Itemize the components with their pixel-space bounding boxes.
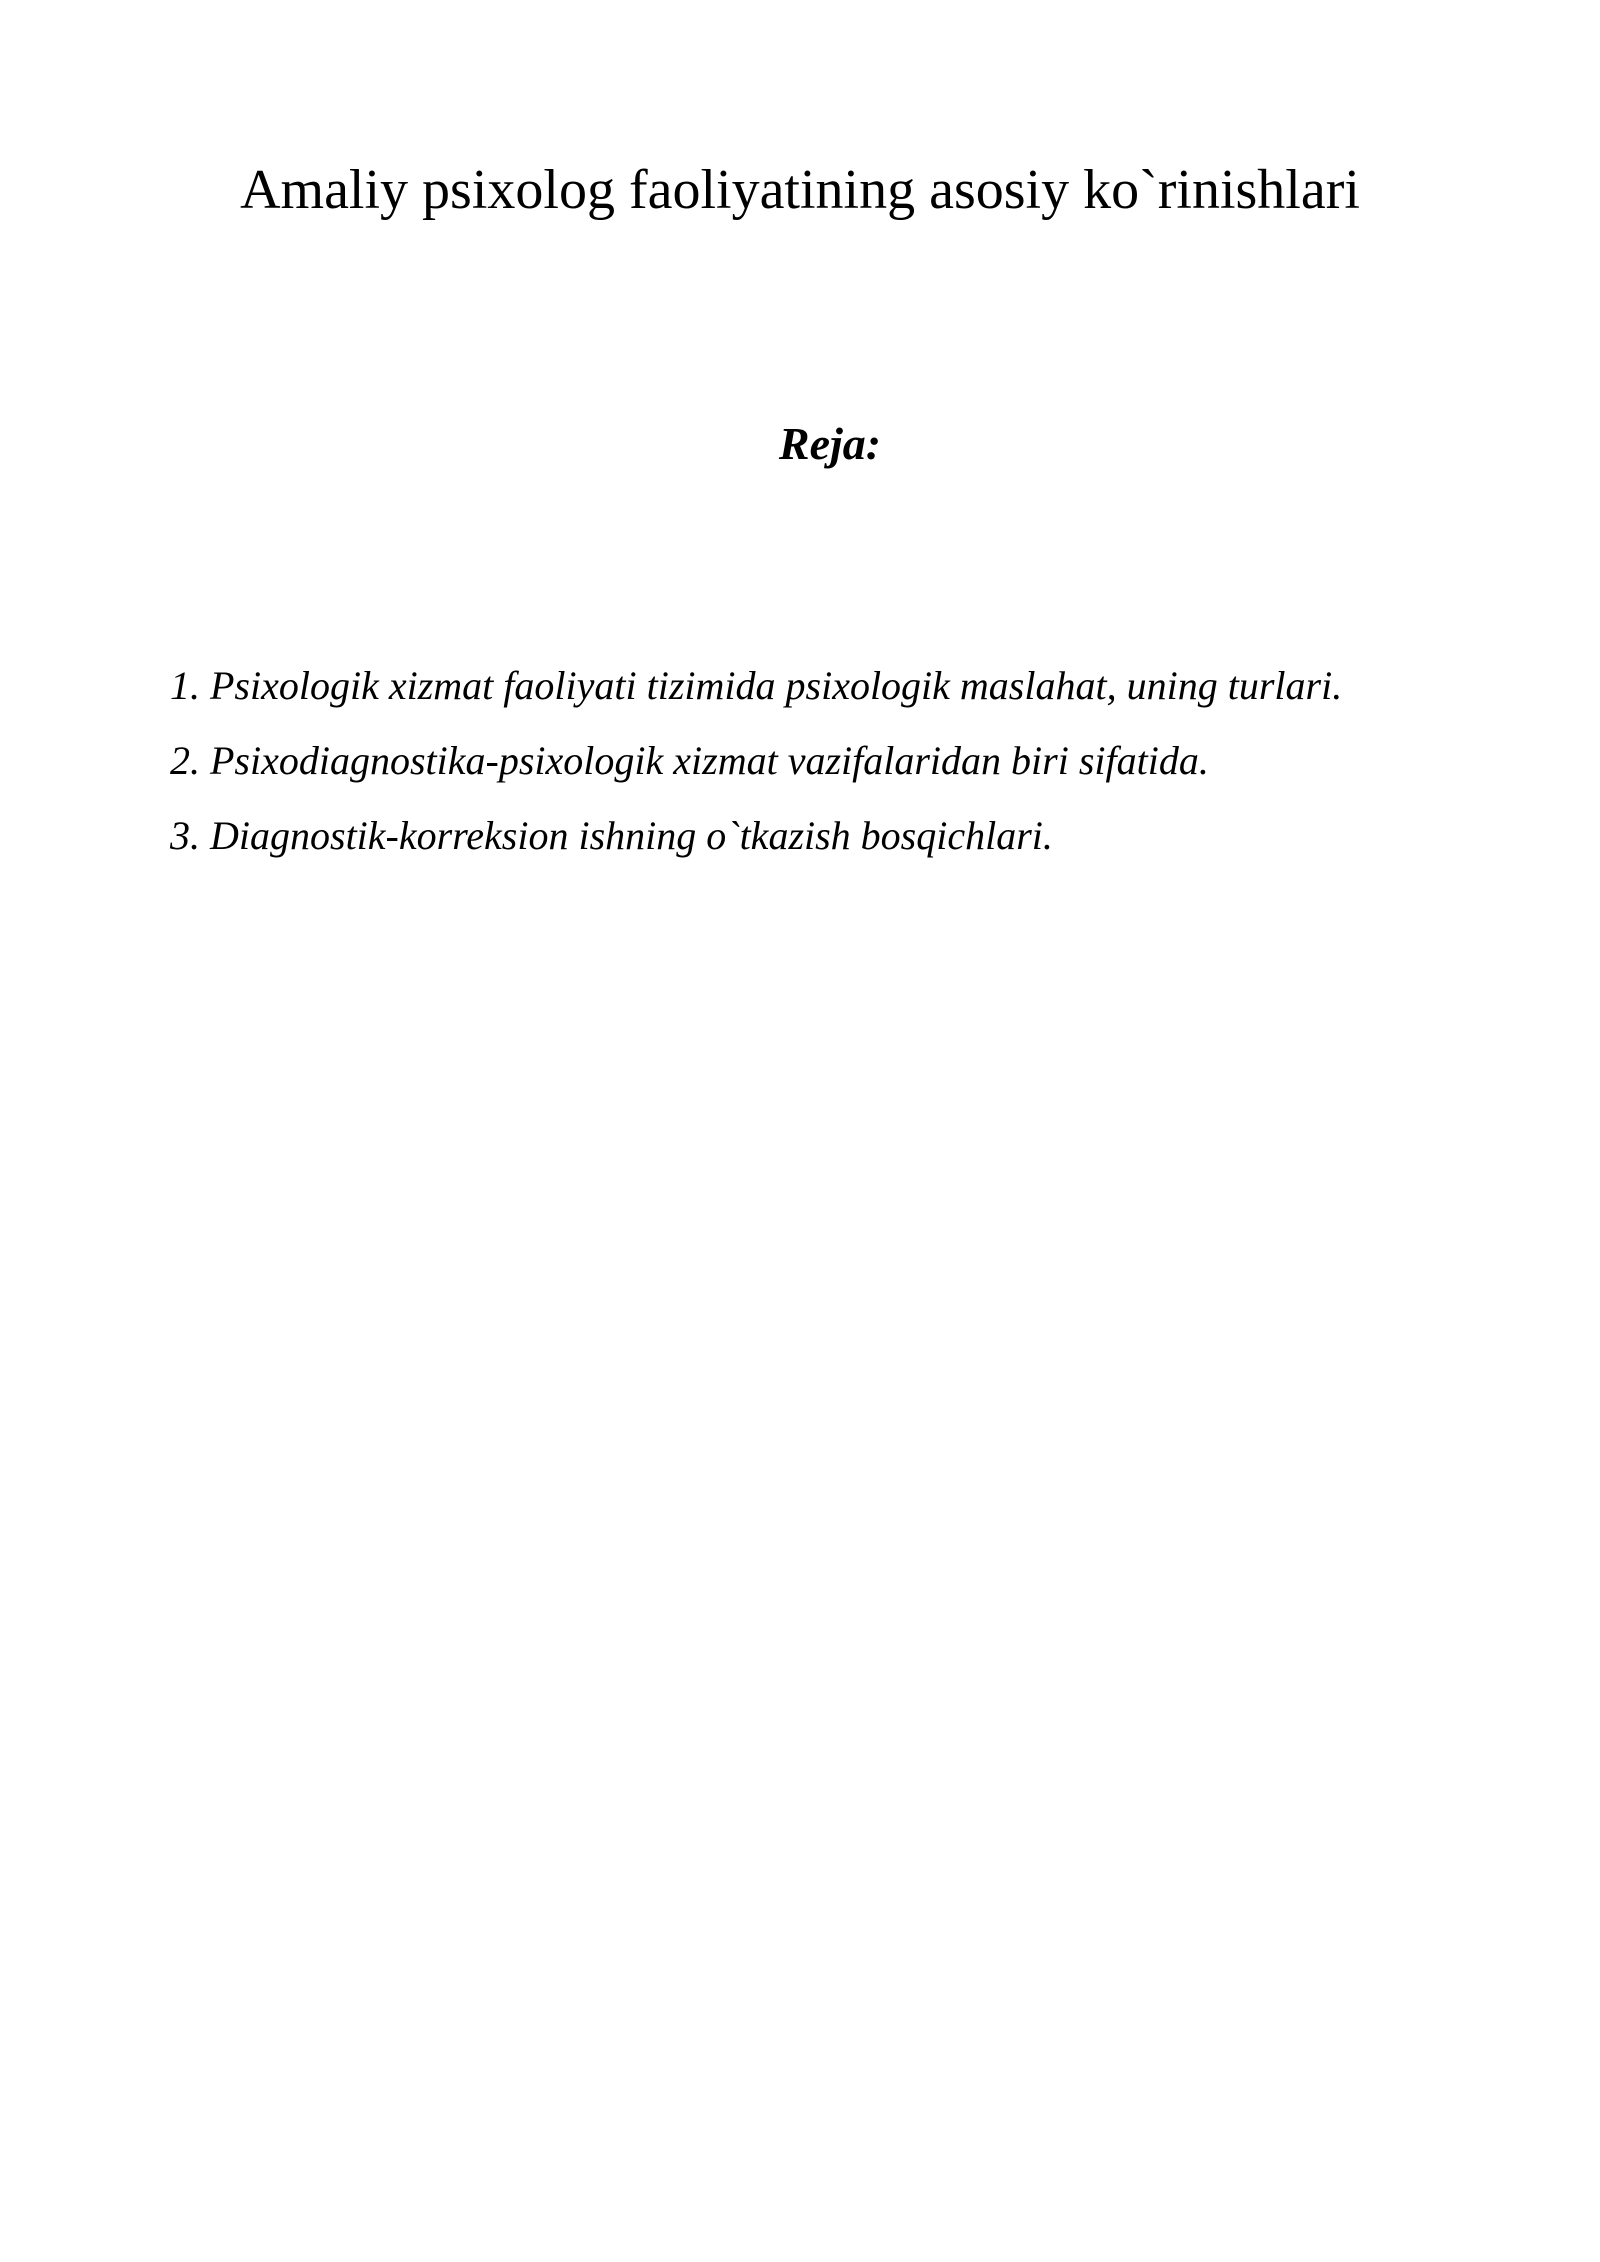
plan-item-2 [170, 735, 1510, 787]
plan-list [170, 660, 1510, 885]
plan-item-text: Diagnostik-korreksion ishning o`tkazish bosqichlari. [210, 813, 1053, 858]
plan-item-number: 3. [170, 813, 200, 858]
plan-item-number: 1. [170, 663, 200, 708]
plan-item-number: 2. [170, 738, 200, 783]
plan-item-1 [170, 660, 1510, 712]
plan-item-text: Psixodiagnostika-psixologik xizmat vazifalaridan biri sifatida. [210, 738, 1209, 783]
document-title: Amaliy psixolog faoliyatining asosiy ko`rinishlari [240, 159, 1360, 221]
plan-heading: Reja: [778, 418, 882, 469]
plan-item-text: Psixologik xizmat faoliyati tizimida psixologik maslahat, uning turlari. [210, 663, 1343, 708]
plan-item-3 [170, 810, 1510, 862]
